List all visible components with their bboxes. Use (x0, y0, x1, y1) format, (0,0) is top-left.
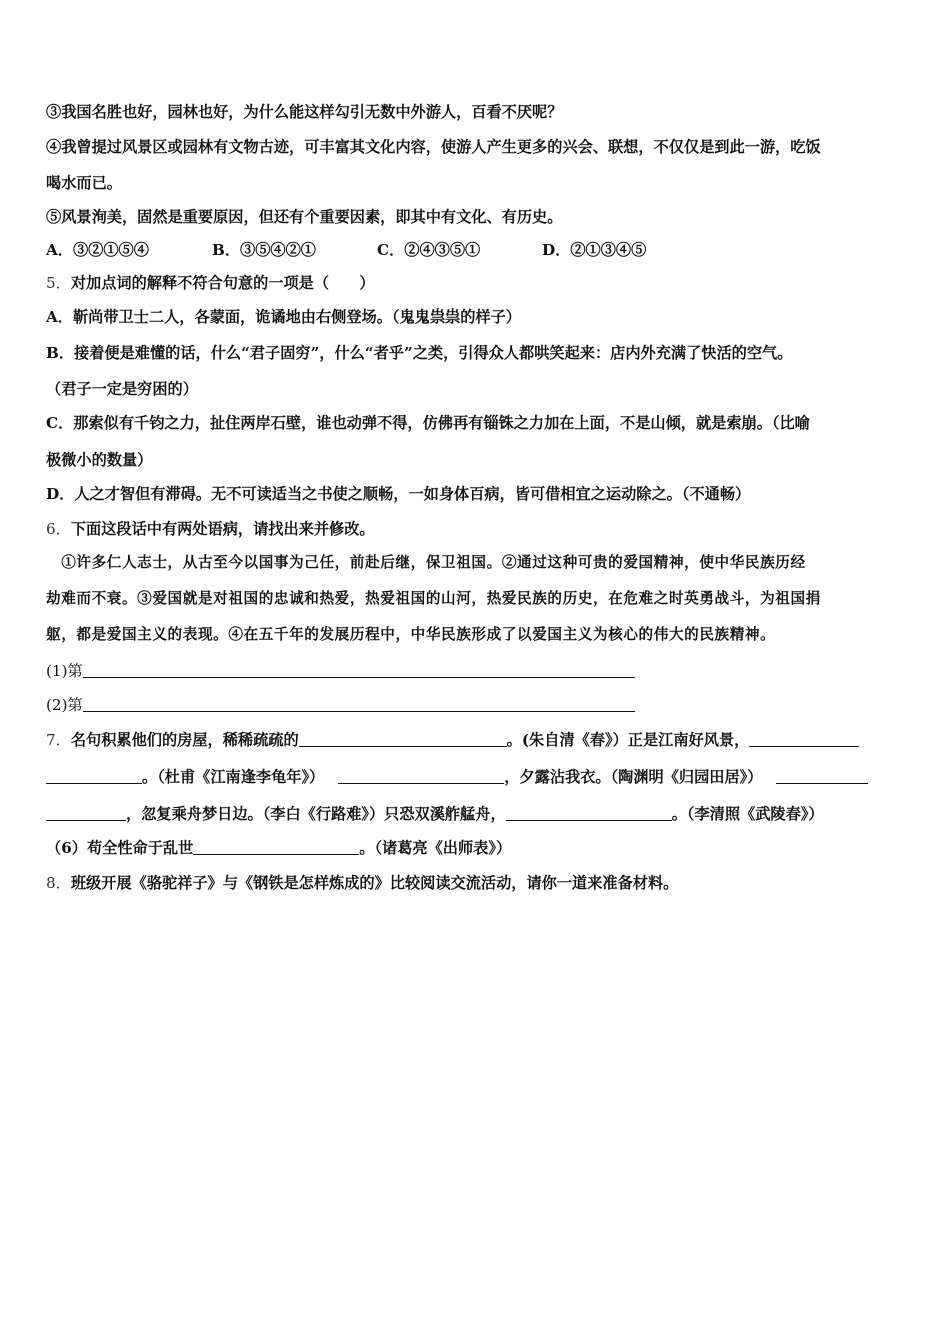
q4-option-b[interactable]: B．③⑤④②① (212, 241, 316, 259)
q7-text: 名句积累他们的房屋，稀稀疏疏的 (70, 731, 299, 749)
q4-option-c[interactable]: C．②④③⑤① (377, 241, 481, 259)
q5-option-b-cont: （君子一定是穷困的） (46, 380, 198, 398)
q5-option-a[interactable]: A．靳尚带卫士二人，各蒙面，诡谲地由右侧登场。（鬼鬼祟祟的样子） (46, 308, 521, 326)
q6-stem-line (46, 519, 916, 539)
q5-option-c-cont: 极微小的数量） (46, 451, 153, 469)
q4-options (46, 240, 916, 260)
q6-number: 6． (46, 520, 71, 538)
q7-text: ，忽复乘舟梦日边。（李白《行路难》）只恐双溪舴艋舟， (126, 805, 506, 823)
q6-answer-2-label: (2)第 (46, 696, 83, 714)
q8-number: 8． (46, 874, 71, 892)
q6-passage-line: 躯，都是爱国主义的表现。④在五千年的发展历程中，中华民族形成了以爱国主义为核心的伟大的民族精神。 (46, 626, 776, 643)
q6-passage-line: ①许多仁人志士，从古至今以国事为己任，前赴后继，保卫祖国。②通过这种可贵的爱国精神，使中华民族历经 (46, 554, 806, 571)
q5-stem: 对加点词的解释不符合句意的一项是（ ） (70, 274, 375, 292)
q7-number: 7． (46, 731, 71, 749)
q7-line-1 (46, 730, 916, 750)
q5-option-b[interactable]: B．接着便是难懂的话，什么“君子固穷”，什么“者乎”之类，引得众人都哄笑起来：店内外充满了快活的空气。 (46, 344, 793, 362)
q7-text: 。（诸葛亮《出师表》） (359, 839, 512, 857)
q5-option-c[interactable]: C．那索似有千钧之力，扯住两岸石壁，谁也动弹不得，仿佛再有锱铢之力加在上面，不是山倾，就是索崩。（比喻 (46, 414, 810, 432)
q7-blank-4a[interactable] (776, 769, 868, 784)
q6-answer-1-blank[interactable] (83, 663, 635, 678)
q7-blank-3[interactable] (338, 769, 504, 784)
q5-number: 5． (46, 274, 71, 292)
q7-blank-2a[interactable] (749, 732, 859, 747)
q6-answer-1 (46, 661, 916, 681)
q7-line-2 (46, 767, 916, 787)
q4-item-4-cont: 喝水而已。 (46, 174, 122, 192)
q7-blank-6[interactable] (193, 840, 359, 855)
q7-line-4 (46, 838, 916, 858)
q6-answer-2 (46, 695, 916, 715)
q7-line-3 (46, 804, 916, 824)
q4-option-a[interactable]: A．③②①⑤④ (46, 241, 149, 259)
q8-stem-line (46, 873, 916, 893)
q6-answer-2-blank[interactable] (83, 697, 635, 712)
q5-option-d[interactable]: D．人之才智但有滞碍。无不可读适当之书使之顺畅，一如身体百病，皆可借相宜之运动除之。（不通畅） (46, 485, 751, 503)
q7-text: ，夕露沾我衣。（陶渊明《归园田居》） (504, 768, 763, 786)
q6-passage-line: 劫难而不衰。③爱国就是对祖国的忠诚和热爱，热爱祖国的山河，热爱民族的历史，在危难之时英勇战斗，为祖国捐 (46, 590, 821, 607)
q7-blank-2b[interactable] (46, 769, 142, 784)
q5-stem-line (46, 273, 916, 293)
q7-text: 。（杜甫《江南逢李龟年》） (142, 768, 325, 786)
q7-blank-4b[interactable] (46, 806, 126, 821)
q7-text: （6）苟全性命于乱世 (46, 839, 194, 857)
q4-item-4: ④我曾提过风景区或园林有文物古迹，可丰富其文化内容，使游人产生更多的兴会、联想，不仅仅是到此一游，吃饭 (46, 138, 821, 156)
q7-text: 。（李清照《武陵春》） (671, 805, 824, 823)
q7-blank-1[interactable] (299, 732, 507, 747)
q4-option-d[interactable]: D．②①③④⑤ (542, 241, 647, 259)
q8-stem: 班级开展《骆驼祥子》与《钢铁是怎样炼成的》比较阅读交流活动，请你一道来准备材料。 (70, 874, 679, 892)
q7-blank-5[interactable] (506, 806, 672, 821)
q7-text: 。(朱自清《春》）正是江南好风景， (506, 731, 750, 749)
q6-answer-1-label: (1)第 (46, 662, 83, 680)
q4-item-5: ⑤风景洵美，固然是重要原因，但还有个重要因素，即其中有文化、有历史。 (46, 208, 563, 226)
q4-item-3: ③我国名胜也好，园林也好，为什么能这样勾引无数中外游人，百看不厌呢？ (46, 103, 563, 121)
q6-passage (46, 545, 908, 653)
q6-stem: 下面这段话中有两处语病，请找出来并修改。 (70, 520, 375, 538)
